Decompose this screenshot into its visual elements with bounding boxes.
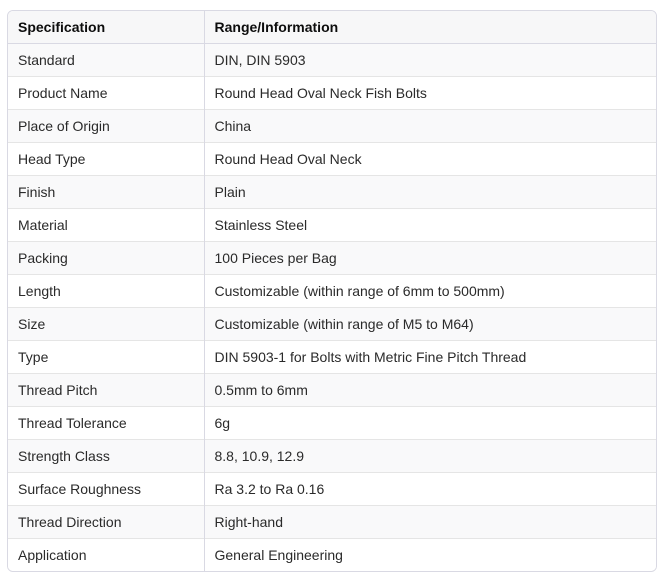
spec-name-cell: Head Type: [8, 143, 204, 176]
spec-name-cell: Packing: [8, 242, 204, 275]
spec-table-grid: [8, 11, 656, 571]
header-specification: Specification: [8, 11, 204, 44]
header-row: [8, 11, 656, 44]
table-row: [8, 77, 656, 110]
table-header: [8, 11, 656, 44]
spec-name-cell: Application: [8, 539, 204, 572]
table-body: [8, 44, 656, 572]
spec-name-cell: Size: [8, 308, 204, 341]
spec-value-cell: China: [204, 110, 656, 143]
table-row: [8, 308, 656, 341]
spec-name-cell: Strength Class: [8, 440, 204, 473]
spec-name-cell: Standard: [8, 44, 204, 77]
spec-value-cell: 0.5mm to 6mm: [204, 374, 656, 407]
spec-value-cell: 6g: [204, 407, 656, 440]
table-row: [8, 473, 656, 506]
spec-value-cell: Right-hand: [204, 506, 656, 539]
table-row: [8, 374, 656, 407]
table-row: [8, 440, 656, 473]
spec-value-cell: General Engineering: [204, 539, 656, 572]
spec-value-cell: 8.8, 10.9, 12.9: [204, 440, 656, 473]
table-row: [8, 506, 656, 539]
table-row: [8, 341, 656, 374]
spec-name-cell: Surface Roughness: [8, 473, 204, 506]
spec-value-cell: Plain: [204, 176, 656, 209]
spec-name-cell: Thread Pitch: [8, 374, 204, 407]
specification-table: [7, 10, 657, 572]
spec-value-cell: 100 Pieces per Bag: [204, 242, 656, 275]
spec-name-cell: Material: [8, 209, 204, 242]
table-row: [8, 539, 656, 572]
table-row: [8, 110, 656, 143]
spec-name-cell: Product Name: [8, 77, 204, 110]
spec-value-cell: DIN 5903-1 for Bolts with Metric Fine Pitch Thread: [204, 341, 656, 374]
spec-value-cell: Round Head Oval Neck: [204, 143, 656, 176]
spec-name-cell: Thread Tolerance: [8, 407, 204, 440]
table-row: [8, 275, 656, 308]
spec-value-cell: Customizable (within range of M5 to M64): [204, 308, 656, 341]
spec-value-cell: Customizable (within range of 6mm to 500mm): [204, 275, 656, 308]
header-range-information: Range/Information: [204, 11, 656, 44]
spec-value-cell: Stainless Steel: [204, 209, 656, 242]
table-row: [8, 143, 656, 176]
spec-name-cell: Thread Direction: [8, 506, 204, 539]
table-row: [8, 44, 656, 77]
spec-value-cell: DIN, DIN 5903: [204, 44, 656, 77]
table-row: [8, 209, 656, 242]
table-row: [8, 176, 656, 209]
spec-name-cell: Finish: [8, 176, 204, 209]
spec-value-cell: Ra 3.2 to Ra 0.16: [204, 473, 656, 506]
table-row: [8, 242, 656, 275]
spec-name-cell: Type: [8, 341, 204, 374]
spec-value-cell: Round Head Oval Neck Fish Bolts: [204, 77, 656, 110]
table-row: [8, 407, 656, 440]
spec-name-cell: Length: [8, 275, 204, 308]
spec-name-cell: Place of Origin: [8, 110, 204, 143]
